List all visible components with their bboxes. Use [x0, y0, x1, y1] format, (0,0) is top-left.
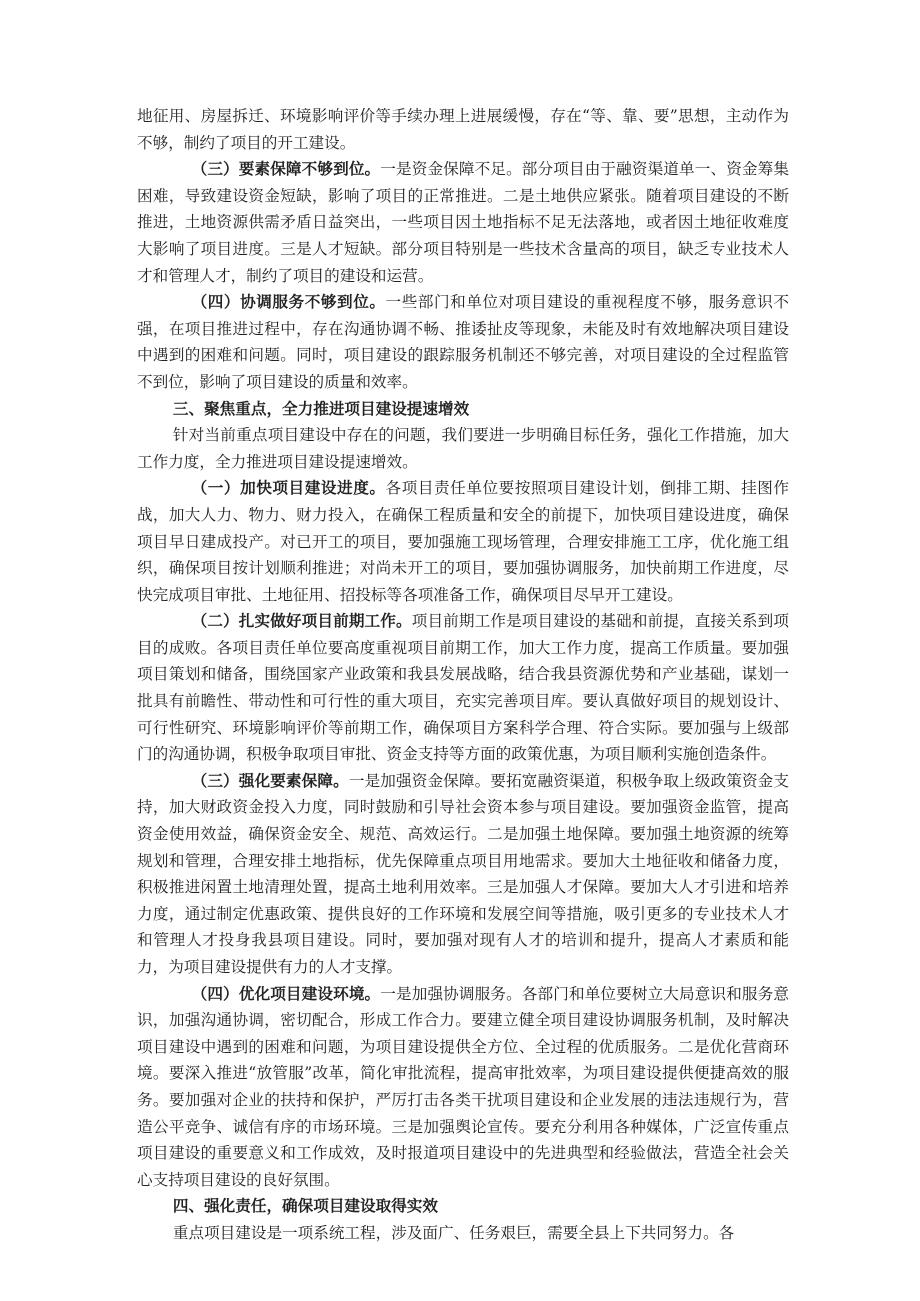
paragraph-environment	[137, 981, 789, 1194]
subheading: （四）优化项目建设环境。	[191, 984, 381, 1003]
subheading: （三）强化要素保障。	[191, 771, 349, 790]
section-heading-3: 三、聚焦重点，全力推进项目建设提速增效	[172, 399, 470, 418]
paragraph-coordination	[137, 289, 789, 395]
paragraph-text: 一是资金保障不足。部分项目由于融资渠道单一、资金筹集困难，导致建设资金短缺，影响了项目的正常推进。二是土地供应紧张。随着项目建设的不断推进，土地资源供需矛盾日益突出，一些项目因土地指标不足无法落地，或者因土地征收难度大影响了项目进度。三是人才短缺。部分项目特别是一些技术含量高的项目，缺乏专业技术人才和管理人才，制约了项目的建设和运营。	[137, 160, 789, 285]
subheading: （四）协调服务不够到位。	[191, 293, 386, 312]
paragraph-text: 一是加强资金保障。要拓宽融资渠道，积极争取上级政策资金支持，加大财政资金投入力度，同时鼓励和引导社会资本参与项目建设。要加强资金监管，提高资金使用效益，确保资金安全、规范、高效运行。二是加强土地保障。要加强土地资源的统筹规划和管理，合理安排土地指标，优先保障重点项目用地需求。要加大土地征收和储备力度，积极推进闲置土地清理处置，提高土地利用效率。三是加强人才保障。要加大人才引进和培养力度，通过制定优惠政策、提供良好的工作环境和发展空间等措施，吸引更多的专业技术人才和管理人才投身我县项目建设。同时，要加强对现有人才的培训和提升，提高人才素质和能力，为项目建设提供有力的人才支撑。	[137, 771, 789, 976]
paragraph-intro	[137, 422, 789, 475]
paragraph-text: 一是加强协调服务。各部门和单位要树立大局意识和服务意识，加强沟通协调，密切配合，形成工作合力。要建立健全项目建设协调服务机制，及时解决项目建设中遇到的困难和问题，为项目建设提供全方位、全过程的优质服务。二是优化营商环境。要深入推进“放管服”改革，简化审批流程，提高审批效率，为项目建设提供便捷高效的服务。要加强对企业的扶持和保护，严厉打击各类干扰项目建设和企业发展的违法违规行为，营造公平竞争、诚信有序的市场环境。三是加强舆论宣传。要充分利用各种媒体，广泛宣传重点项目建设的重要意义和工作成效，及时报道项目建设中的先进典型和经验做法，营造全社会关心支持项目建设的良好氛围。	[137, 984, 789, 1189]
paragraph-element-guarantee	[137, 156, 789, 289]
section-heading-4: 四、强化责任，确保项目建设取得实效	[172, 1197, 438, 1216]
paragraph-preliminary	[137, 608, 789, 768]
document-body	[137, 103, 789, 1247]
paragraph-text: 针对当前重点项目建设中存在的问题，我们要进一步明确目标任务，强化工作措施，加大工作力度，全力推进项目建设提速增效。	[137, 426, 789, 471]
paragraph-continuation	[137, 103, 789, 156]
paragraph-factors	[137, 768, 789, 981]
paragraph-text: 一些部门和单位对项目建设的重视程度不够，服务意识不强，在项目推进过程中，存在沟通协调不畅、推诿扯皮等现象，未能及时有效地解决项目建设中遇到的困难和问题。同时，项目建设的跟踪服务机制还不够完善，对项目建设的全过程监管不到位，影响了项目建设的质量和效率。	[137, 293, 789, 391]
paragraph-text: 项目前期工作是项目建设的基础和前提，直接关系到项目的成败。各项目责任单位要高度重视项目前期工作，加大工作力度，提高工作质量。要加强项目策划和储备，围绕国家产业政策和我县发展战略，结合我县资源优势和产业基础，谋划一批具有前瞻性、带动性和可行性的重大项目，充实完善项目库。要认真做好项目的规划设计、可行性研究、环境影响评价等前期工作，确保项目方案科学合理、符合实际。要加强与上级部门的沟通协调，积极争取项目审批、资金支持等方面的政策优惠，为项目顺利实施创造条件。	[137, 612, 789, 764]
subheading: （三）要素保障不够到位。	[191, 160, 381, 179]
paragraph-text: 各项目责任单位要按照项目建设计划，倒排工期、挂图作战，加大人力、物力、财力投入，在确保工程质量和安全的前提下，加快项目建设进度，确保项目早日建成投产。对已开工的项目，要加强施工现场管理，合理安排施工工序，优化施工组织，确保项目按计划顺利推进；对尚未开工的项目，要加强协调服务，加快前期工作进度，尽快完成项目审批、土地征用、招投标等各项准备工作，确保项目尽早开工建设。	[137, 479, 789, 604]
subheading: （一）加快项目建设进度。	[191, 479, 386, 498]
paragraph-text: 地征用、房屋拆迁、环境影响评价等手续办理上进展缓慢，存在“等、靠、要”思想，主动作为不够，制约了项目的开工建设。	[137, 107, 789, 152]
subheading: （二）扎实做好项目前期工作。	[191, 612, 412, 631]
paragraph-progress	[137, 475, 789, 608]
paragraph-final	[137, 1220, 789, 1247]
paragraph-text: 重点项目建设是一项系统工程，涉及面广、任务艰巨，需要全县上下共同努力。各	[172, 1223, 735, 1242]
